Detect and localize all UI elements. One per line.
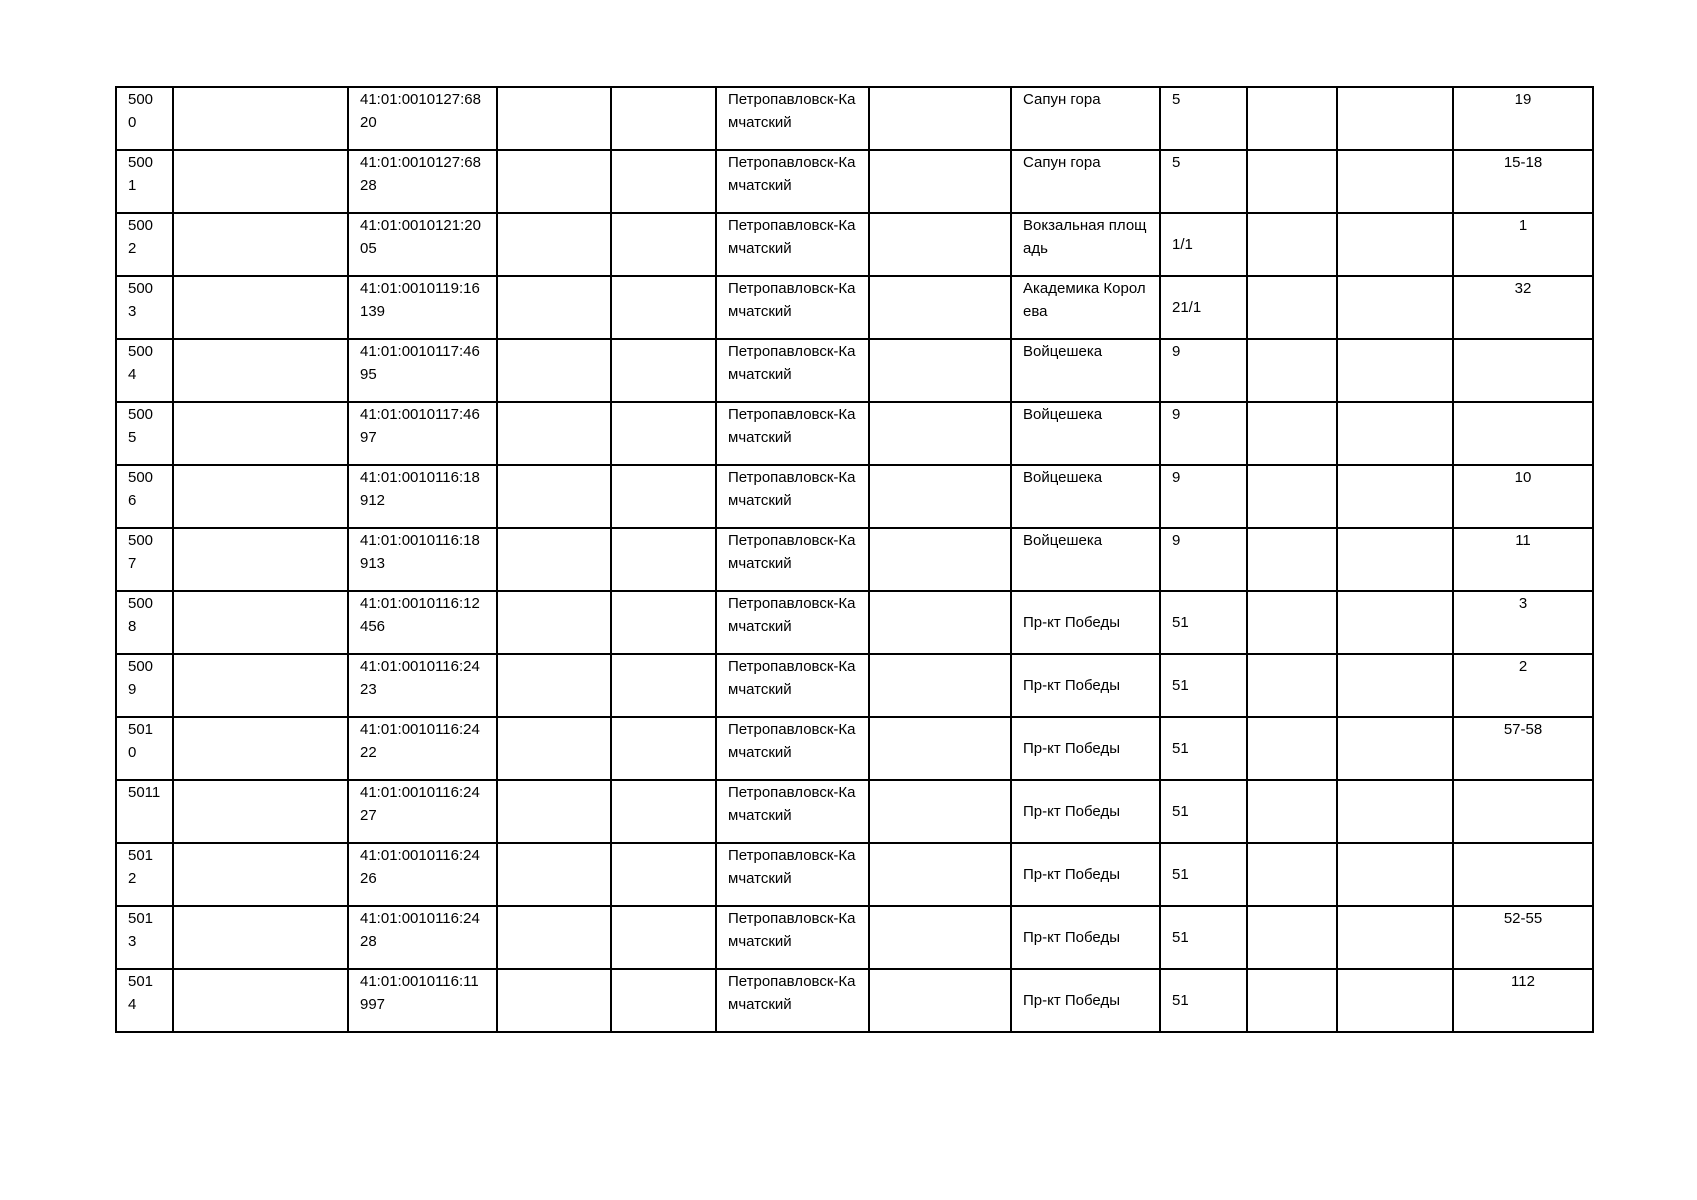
empty-cell	[869, 969, 1011, 1032]
table-row	[116, 654, 1593, 717]
table-row	[116, 528, 1593, 591]
table-row	[116, 843, 1593, 906]
street-cell: Пр-кт Победы	[1011, 843, 1160, 906]
empty-cell	[497, 528, 611, 591]
street-cell: Войцешека	[1011, 402, 1160, 465]
apartment-number-cell: 112	[1453, 969, 1593, 1032]
empty-cell	[1247, 969, 1337, 1032]
empty-cell	[1337, 591, 1453, 654]
empty-cell	[1247, 87, 1337, 150]
empty-cell	[173, 654, 348, 717]
row-number-cell: 5004	[116, 339, 173, 402]
building-number-cell: 9	[1160, 465, 1247, 528]
apartment-number-cell	[1453, 402, 1593, 465]
empty-cell	[611, 150, 716, 213]
building-number-cell: 51	[1160, 969, 1247, 1032]
empty-cell	[173, 465, 348, 528]
empty-cell	[1247, 339, 1337, 402]
empty-cell	[869, 528, 1011, 591]
empty-cell	[1247, 276, 1337, 339]
city-cell: Петропавловск-Камчатский	[716, 213, 869, 276]
empty-cell	[497, 591, 611, 654]
row-number-cell: 5008	[116, 591, 173, 654]
street-cell: Вокзальная площадь	[1011, 213, 1160, 276]
city-cell: Петропавловск-Камчатский	[716, 780, 869, 843]
empty-cell	[611, 591, 716, 654]
empty-cell	[173, 402, 348, 465]
row-number-cell: 5003	[116, 276, 173, 339]
city-cell: Петропавловск-Камчатский	[716, 843, 869, 906]
empty-cell	[497, 276, 611, 339]
empty-cell	[497, 906, 611, 969]
apartment-number-cell: 19	[1453, 87, 1593, 150]
empty-cell	[869, 276, 1011, 339]
street-cell: Сапун гора	[1011, 87, 1160, 150]
building-number-cell: 51	[1160, 843, 1247, 906]
empty-cell	[611, 969, 716, 1032]
empty-cell	[1247, 402, 1337, 465]
empty-cell	[1337, 465, 1453, 528]
empty-cell	[497, 717, 611, 780]
cadastral-number-cell: 41:01:0010116:12456	[348, 591, 497, 654]
cadastral-number-cell: 41:01:0010116:18913	[348, 528, 497, 591]
empty-cell	[173, 717, 348, 780]
table-body	[116, 87, 1593, 1032]
building-number-cell: 51	[1160, 780, 1247, 843]
property-registry-table	[115, 86, 1594, 1033]
empty-cell	[1247, 654, 1337, 717]
apartment-number-cell: 10	[1453, 465, 1593, 528]
empty-cell	[497, 150, 611, 213]
table-row	[116, 780, 1593, 843]
empty-cell	[1337, 843, 1453, 906]
city-cell: Петропавловск-Камчатский	[716, 654, 869, 717]
empty-cell	[611, 213, 716, 276]
empty-cell	[611, 780, 716, 843]
empty-cell	[497, 780, 611, 843]
city-cell: Петропавловск-Камчатский	[716, 339, 869, 402]
empty-cell	[1247, 906, 1337, 969]
street-cell: Войцешека	[1011, 339, 1160, 402]
city-cell: Петропавловск-Камчатский	[716, 906, 869, 969]
empty-cell	[869, 780, 1011, 843]
empty-cell	[1247, 465, 1337, 528]
empty-cell	[1247, 780, 1337, 843]
table-row	[116, 717, 1593, 780]
city-cell: Петропавловск-Камчатский	[716, 591, 869, 654]
empty-cell	[1337, 906, 1453, 969]
apartment-number-cell: 15-18	[1453, 150, 1593, 213]
row-number-cell: 5002	[116, 213, 173, 276]
empty-cell	[1337, 717, 1453, 780]
cadastral-number-cell: 41:01:0010116:2428	[348, 906, 497, 969]
building-number-cell: 51	[1160, 906, 1247, 969]
table-row	[116, 969, 1593, 1032]
table-row	[116, 276, 1593, 339]
empty-cell	[611, 654, 716, 717]
building-number-cell: 51	[1160, 717, 1247, 780]
row-number-cell: 5011	[116, 780, 173, 843]
city-cell: Петропавловск-Камчатский	[716, 969, 869, 1032]
table-row	[116, 591, 1593, 654]
apartment-number-cell	[1453, 843, 1593, 906]
empty-cell	[869, 843, 1011, 906]
row-number-cell: 5007	[116, 528, 173, 591]
empty-cell	[1247, 591, 1337, 654]
empty-cell	[611, 465, 716, 528]
city-cell: Петропавловск-Камчатский	[716, 276, 869, 339]
table-row	[116, 213, 1593, 276]
building-number-cell: 51	[1160, 654, 1247, 717]
empty-cell	[173, 87, 348, 150]
street-cell: Пр-кт Победы	[1011, 654, 1160, 717]
empty-cell	[1337, 339, 1453, 402]
cadastral-number-cell: 41:01:0010116:18912	[348, 465, 497, 528]
street-cell: Пр-кт Победы	[1011, 717, 1160, 780]
empty-cell	[1337, 276, 1453, 339]
empty-cell	[497, 213, 611, 276]
empty-cell	[1247, 528, 1337, 591]
empty-cell	[611, 843, 716, 906]
empty-cell	[1247, 717, 1337, 780]
building-number-cell: 9	[1160, 402, 1247, 465]
row-number-cell: 5005	[116, 402, 173, 465]
empty-cell	[1337, 87, 1453, 150]
apartment-number-cell: 3	[1453, 591, 1593, 654]
row-number-cell: 5009	[116, 654, 173, 717]
table-row	[116, 150, 1593, 213]
street-cell: Академика Королева	[1011, 276, 1160, 339]
empty-cell	[869, 465, 1011, 528]
apartment-number-cell: 57-58	[1453, 717, 1593, 780]
apartment-number-cell	[1453, 339, 1593, 402]
empty-cell	[497, 402, 611, 465]
empty-cell	[173, 150, 348, 213]
apartment-number-cell: 1	[1453, 213, 1593, 276]
building-number-cell: 5	[1160, 150, 1247, 213]
row-number-cell: 5013	[116, 906, 173, 969]
empty-cell	[173, 780, 348, 843]
empty-cell	[173, 276, 348, 339]
row-number-cell: 5001	[116, 150, 173, 213]
cadastral-number-cell: 41:01:0010117:4697	[348, 402, 497, 465]
empty-cell	[173, 969, 348, 1032]
empty-cell	[611, 402, 716, 465]
empty-cell	[611, 528, 716, 591]
row-number-cell: 5014	[116, 969, 173, 1032]
table-row	[116, 339, 1593, 402]
city-cell: Петропавловск-Камчатский	[716, 465, 869, 528]
table-row	[116, 87, 1593, 150]
empty-cell	[869, 213, 1011, 276]
empty-cell	[1337, 213, 1453, 276]
empty-cell	[497, 339, 611, 402]
apartment-number-cell: 2	[1453, 654, 1593, 717]
empty-cell	[869, 339, 1011, 402]
empty-cell	[173, 906, 348, 969]
building-number-cell: 51	[1160, 591, 1247, 654]
street-cell: Пр-кт Победы	[1011, 780, 1160, 843]
city-cell: Петропавловск-Камчатский	[716, 402, 869, 465]
city-cell: Петропавловск-Камчатский	[716, 528, 869, 591]
street-cell: Пр-кт Победы	[1011, 969, 1160, 1032]
row-number-cell: 5010	[116, 717, 173, 780]
row-number-cell: 5012	[116, 843, 173, 906]
empty-cell	[869, 402, 1011, 465]
cadastral-number-cell: 41:01:0010127:6820	[348, 87, 497, 150]
empty-cell	[1337, 528, 1453, 591]
empty-cell	[869, 591, 1011, 654]
empty-cell	[1337, 654, 1453, 717]
empty-cell	[869, 717, 1011, 780]
empty-cell	[497, 843, 611, 906]
building-number-cell: 9	[1160, 528, 1247, 591]
empty-cell	[173, 843, 348, 906]
cadastral-number-cell: 41:01:0010116:2423	[348, 654, 497, 717]
empty-cell	[497, 87, 611, 150]
empty-cell	[1337, 969, 1453, 1032]
empty-cell	[173, 591, 348, 654]
cadastral-number-cell: 41:01:0010116:2426	[348, 843, 497, 906]
empty-cell	[1337, 402, 1453, 465]
empty-cell	[869, 654, 1011, 717]
city-cell: Петропавловск-Камчатский	[716, 717, 869, 780]
street-cell: Войцешека	[1011, 528, 1160, 591]
apartment-number-cell: 32	[1453, 276, 1593, 339]
building-number-cell: 21/1	[1160, 276, 1247, 339]
street-cell: Пр-кт Победы	[1011, 906, 1160, 969]
empty-cell	[173, 339, 348, 402]
empty-cell	[497, 969, 611, 1032]
empty-cell	[1247, 213, 1337, 276]
cadastral-number-cell: 41:01:0010119:16139	[348, 276, 497, 339]
table-row	[116, 402, 1593, 465]
cadastral-number-cell: 41:01:0010116:11997	[348, 969, 497, 1032]
empty-cell	[611, 717, 716, 780]
city-cell: Петропавловск-Камчатский	[716, 87, 869, 150]
table-row	[116, 465, 1593, 528]
building-number-cell: 1/1	[1160, 213, 1247, 276]
street-cell: Сапун гора	[1011, 150, 1160, 213]
empty-cell	[497, 465, 611, 528]
row-number-cell: 5006	[116, 465, 173, 528]
empty-cell	[869, 150, 1011, 213]
empty-cell	[869, 87, 1011, 150]
empty-cell	[1337, 780, 1453, 843]
apartment-number-cell: 52-55	[1453, 906, 1593, 969]
building-number-cell: 5	[1160, 87, 1247, 150]
cadastral-number-cell: 41:01:0010117:4695	[348, 339, 497, 402]
empty-cell	[497, 654, 611, 717]
empty-cell	[173, 213, 348, 276]
empty-cell	[1247, 843, 1337, 906]
empty-cell	[611, 87, 716, 150]
empty-cell	[611, 339, 716, 402]
street-cell: Пр-кт Победы	[1011, 591, 1160, 654]
street-cell: Войцешека	[1011, 465, 1160, 528]
empty-cell	[1247, 150, 1337, 213]
city-cell: Петропавловск-Камчатский	[716, 150, 869, 213]
cadastral-number-cell: 41:01:0010116:2422	[348, 717, 497, 780]
apartment-number-cell: 11	[1453, 528, 1593, 591]
cadastral-number-cell: 41:01:0010127:6828	[348, 150, 497, 213]
apartment-number-cell	[1453, 780, 1593, 843]
row-number-cell: 5000	[116, 87, 173, 150]
building-number-cell: 9	[1160, 339, 1247, 402]
cadastral-number-cell: 41:01:0010121:2005	[348, 213, 497, 276]
empty-cell	[869, 906, 1011, 969]
empty-cell	[173, 528, 348, 591]
table-row	[116, 906, 1593, 969]
empty-cell	[611, 276, 716, 339]
cadastral-number-cell: 41:01:0010116:2427	[348, 780, 497, 843]
empty-cell	[611, 906, 716, 969]
empty-cell	[1337, 150, 1453, 213]
